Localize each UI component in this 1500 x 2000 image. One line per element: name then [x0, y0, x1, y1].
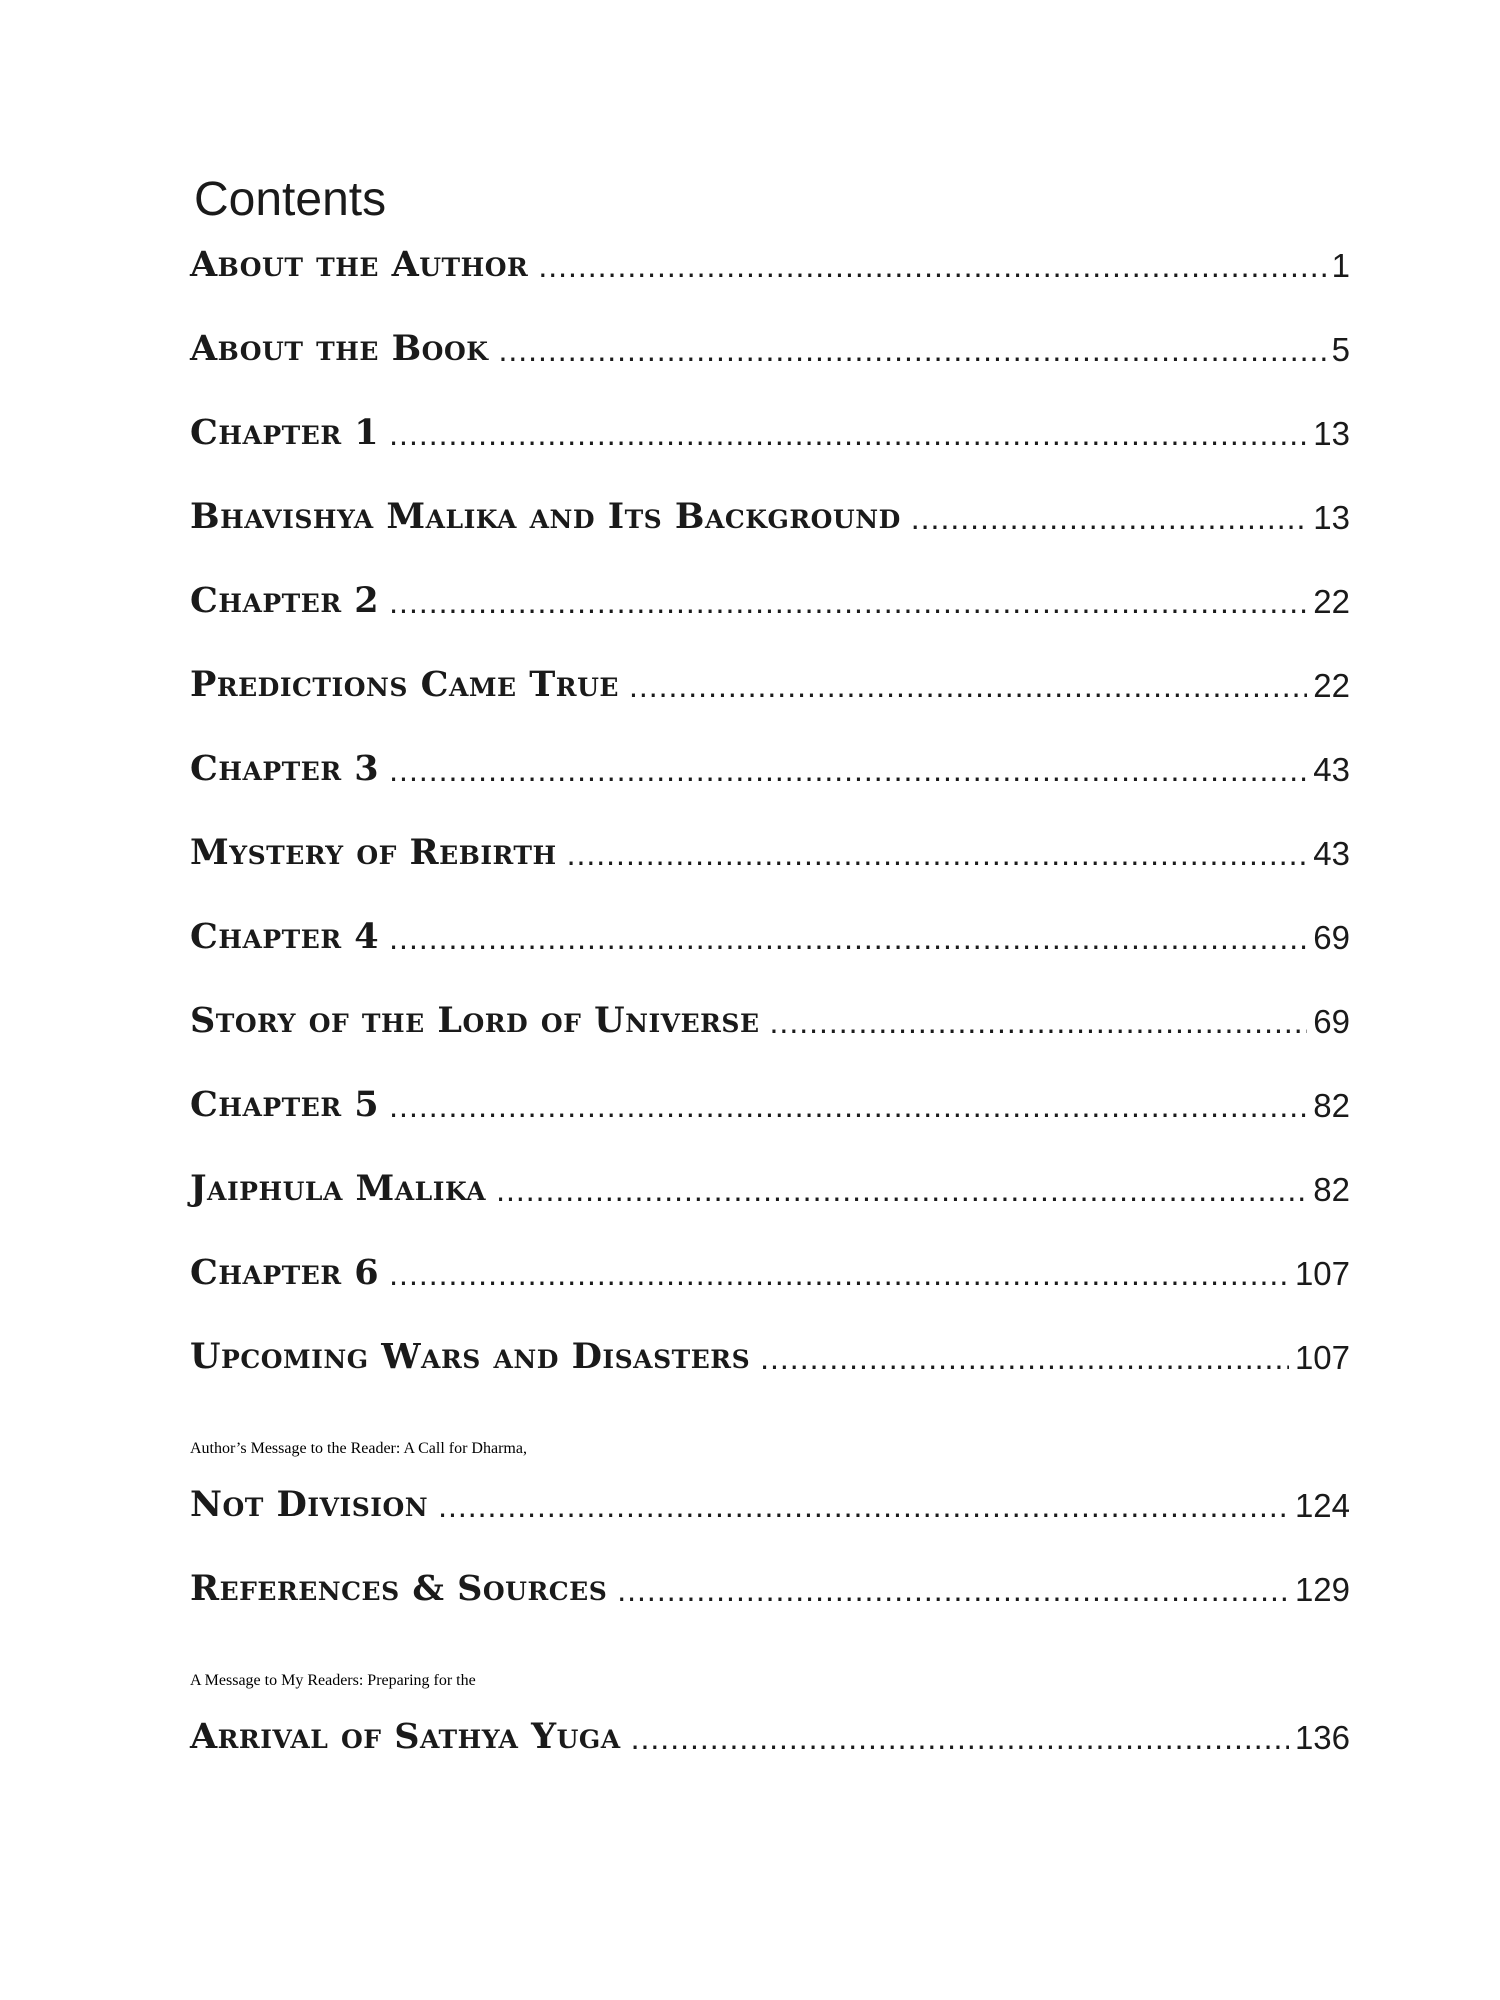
toc-entry-chapter-1[interactable]	[190, 404, 1350, 453]
toc-entry-title-continued: Arrival of Sathya Yuga	[190, 1716, 621, 1757]
toc-entry-title: Upcoming Wars and Disasters	[190, 1336, 751, 1377]
toc-entry-chapter-4[interactable]	[190, 908, 1350, 957]
dot-leader	[911, 502, 1308, 534]
toc-entry-page-number: 136	[1294, 1719, 1350, 1756]
toc-entry-title: Chapter 3	[190, 748, 380, 789]
toc-entry-title: Mystery of Rebirth	[190, 832, 557, 873]
toc-entry-title-continued: Not Division	[190, 1484, 429, 1525]
dot-leader	[770, 1006, 1308, 1038]
dot-leader	[760, 1342, 1289, 1374]
toc-entry-title: Author’s Message to the Reader: A Call for Dharma,	[190, 1440, 527, 1457]
toc-entry-chapter-6[interactable]	[190, 1244, 1350, 1293]
dot-leader	[389, 1258, 1289, 1290]
dot-leader	[389, 922, 1307, 954]
toc-entry-page-number: 69	[1313, 1003, 1350, 1040]
toc-entry-wars-disasters[interactable]	[190, 1328, 1350, 1377]
toc-entry-page-number: 124	[1294, 1487, 1350, 1524]
toc-entry-predictions[interactable]	[190, 656, 1350, 705]
toc-entry-jaiphula-malika[interactable]	[190, 1160, 1350, 1209]
dot-leader	[498, 334, 1325, 366]
toc-entry-title: About the Book	[190, 328, 489, 369]
toc-entry-title: Jaiphula Malika	[190, 1168, 487, 1209]
toc-entry-chapter-5[interactable]	[190, 1076, 1350, 1125]
toc-entry-references[interactable]	[190, 1560, 1350, 1609]
toc-entry-rebirth[interactable]	[190, 824, 1350, 873]
dot-leader	[389, 586, 1307, 618]
toc-entry-about-author[interactable]	[190, 236, 1350, 285]
dot-leader	[631, 1722, 1289, 1754]
toc-entry-title: Chapter 6	[190, 1252, 380, 1293]
toc-entry-title: Chapter 4	[190, 916, 380, 957]
dot-leader	[389, 1090, 1307, 1122]
toc-entry-page-number: 82	[1313, 1171, 1350, 1208]
toc-entry-chapter-2[interactable]	[190, 572, 1350, 621]
toc-entry-title: References & Sources	[190, 1568, 608, 1609]
toc-entry-page-number: 69	[1313, 919, 1350, 956]
toc-entry-chapter-3[interactable]	[190, 740, 1350, 789]
dot-leader	[538, 250, 1325, 282]
toc-entry-page-number: 43	[1313, 835, 1350, 872]
toc-entry-title: About the Author	[190, 244, 529, 285]
toc-entry-about-book[interactable]	[190, 320, 1350, 369]
toc-entry-message-readers[interactable]	[190, 1708, 1350, 1757]
toc-entry-title: Story of the Lord of Universe	[190, 1000, 760, 1041]
dot-leader	[617, 1574, 1289, 1606]
dot-leader	[496, 1174, 1307, 1206]
toc-entry-title: Chapter 5	[190, 1084, 380, 1125]
toc-entry-page-number: 22	[1313, 583, 1350, 620]
toc-entry-title: Chapter 2	[190, 580, 380, 621]
toc-entry-page-number: 43	[1313, 751, 1350, 788]
toc-entry-page-number: 107	[1294, 1339, 1350, 1376]
toc-entry-page-number: 13	[1313, 499, 1350, 536]
toc-entry-page-number: 107	[1294, 1255, 1350, 1292]
toc-entry-message-readers-line1[interactable]	[190, 1644, 1350, 1690]
toc-entry-page-number: 13	[1313, 415, 1350, 452]
toc-entry-page-number: 129	[1294, 1571, 1350, 1608]
toc-entry-lord-of-universe[interactable]	[190, 992, 1350, 1041]
dot-leader	[389, 418, 1307, 450]
toc-entry-bhavishya-malika[interactable]	[190, 488, 1350, 537]
page-title: Contents	[194, 173, 387, 226]
dot-leader	[629, 670, 1307, 702]
dot-leader	[389, 754, 1307, 786]
toc-entry-page-number: 1	[1331, 247, 1350, 284]
toc-entry-page-number: 82	[1313, 1087, 1350, 1124]
toc-entry-authors-message-line1[interactable]	[190, 1412, 1350, 1458]
dot-leader	[438, 1490, 1289, 1522]
toc-entry-title: Predictions Came True	[190, 664, 619, 705]
toc-entry-page-number: 5	[1331, 331, 1350, 368]
toc-entry-title: Chapter 1	[190, 412, 380, 453]
table-of-contents	[190, 0, 1350, 2000]
toc-entry-title: Bhavishya Malika and Its Background	[190, 496, 901, 537]
dot-leader	[567, 838, 1308, 870]
toc-entry-authors-message[interactable]	[190, 1476, 1350, 1525]
toc-entry-page-number: 22	[1313, 667, 1350, 704]
toc-entry-title: A Message to My Readers: Preparing for the	[190, 1672, 476, 1689]
